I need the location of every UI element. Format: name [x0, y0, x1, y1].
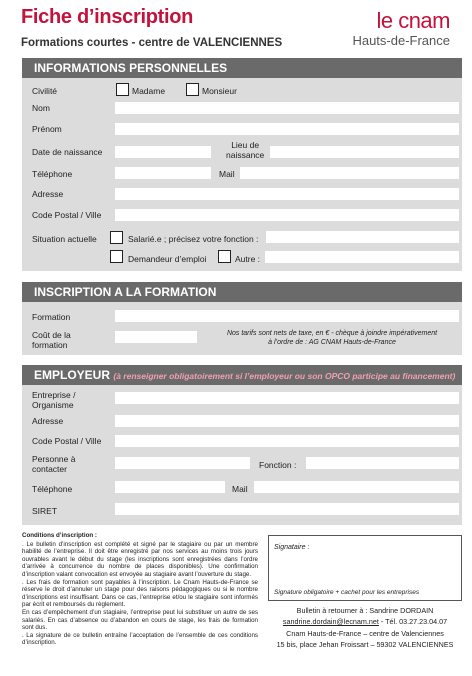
lieu-naissance-line2: naissance — [226, 150, 265, 160]
formation-section — [22, 282, 462, 355]
return-line3: Cnam Hauts-de-France – centre de Valenciennes — [286, 629, 444, 638]
conditions-p3: En cas d’empêchement d’un stagiaire, l’entreprise peut lui substituer un autre de ses salariés. En cas d’absence ou d’abandon en cours de stage, les frais de formation sont dus. — [22, 608, 258, 632]
date-naissance-field[interactable] — [115, 146, 211, 158]
return-contact — [262, 617, 468, 627]
entreprise-line1: Entreprise / — [32, 390, 76, 400]
contact-label — [32, 454, 75, 474]
employer-adresse-label: Adresse — [32, 416, 64, 426]
cnam-logo: le cnam — [376, 8, 450, 33]
signature-box[interactable] — [268, 535, 462, 601]
employer-cp-ville-field[interactable] — [115, 435, 459, 447]
autre-checkbox[interactable] — [218, 250, 231, 263]
date-naissance-label: Date de naissance — [32, 147, 103, 157]
contact-line2: contacter — [32, 464, 67, 474]
personal-info-section — [22, 58, 462, 271]
civilite-label: Civilité — [32, 86, 58, 96]
employer-telephone-label: Téléphone — [32, 484, 73, 494]
employer-heading — [22, 365, 462, 385]
return-email-link[interactable]: sandrine.dordain@lecnam.net — [282, 617, 379, 626]
cp-ville-field[interactable] — [115, 209, 459, 221]
prenom-label: Prénom — [32, 124, 62, 134]
mail-field[interactable] — [240, 167, 459, 179]
conditions-p4: . La signature de ce bulletin entraîne l’acceptation de l’ensemble de ces conditions d’inscription. — [22, 631, 258, 647]
cnam-logo-region: Hauts-de-France — [352, 33, 450, 48]
employer-telephone-field[interactable] — [115, 481, 225, 493]
nom-label: Nom — [32, 103, 50, 113]
employer-heading-title: EMPLOYEUR — [34, 368, 111, 382]
salarie-checkbox[interactable] — [110, 231, 123, 244]
return-line4: 15 bis, place Jehan Froissart – 59302 VALENCIENNES — [276, 640, 454, 649]
formation-label: Formation — [32, 312, 71, 322]
adresse-field[interactable] — [115, 188, 459, 200]
return-tel: - Tél. 03.27.23.04.07 — [378, 617, 448, 626]
madame-label: Madame — [132, 86, 166, 96]
salarie-label: Salarié.e ; précisez votre fonction : — [128, 234, 259, 244]
formation-field[interactable] — [115, 310, 459, 322]
tarif-note-line2: à l’ordre de : AG CNAM Hauts-de-France — [268, 339, 396, 346]
form-title: Fiche d’inscription — [21, 6, 194, 28]
conditions-text — [22, 532, 258, 647]
employer-mail-label: Mail — [232, 484, 248, 494]
signature-note: Signature obligatoire + cachet pour les entreprises — [274, 589, 420, 596]
nom-field[interactable] — [115, 102, 459, 114]
monsieur-checkbox[interactable] — [186, 83, 199, 96]
employer-fonction-label: Fonction : — [259, 460, 297, 470]
tarif-note — [207, 329, 457, 347]
siret-field[interactable] — [115, 503, 459, 515]
lieu-naissance-label — [226, 140, 264, 160]
entreprise-line2: Organisme — [32, 400, 74, 410]
autre-field[interactable] — [265, 251, 459, 263]
employer-heading-note: (à renseigner obligatoirement si l’employeur ou son OPCO participe au financement) — [113, 371, 456, 381]
employer-fonction-field[interactable] — [306, 457, 459, 469]
adresse-label: Adresse — [32, 189, 64, 199]
autre-label: Autre : — [235, 254, 261, 264]
cout-line1: Coût de la — [32, 330, 71, 340]
tarif-note-line1: Nos tarifs sont nets de taxe, en € - chèque à joindre impérativement — [226, 330, 438, 337]
fonction-field[interactable] — [266, 231, 459, 243]
employer-section — [22, 365, 462, 525]
situation-label: Situation actuelle — [32, 234, 97, 244]
contact-line1: Personne à — [32, 454, 76, 464]
telephone-label: Téléphone — [32, 169, 73, 179]
cout-label — [32, 330, 71, 350]
lieu-naissance-field[interactable] — [270, 146, 459, 158]
formation-heading: INSCRIPTION A LA FORMATION — [22, 282, 462, 302]
demandeur-label: Demandeur d’emploi — [128, 254, 207, 264]
cp-ville-label: Code Postal / Ville — [32, 210, 102, 220]
monsieur-label: Monsieur — [202, 86, 237, 96]
lieu-naissance-line1: Lieu de — [231, 140, 260, 150]
conditions-title: Conditions d’inscription : — [22, 532, 97, 539]
prenom-field[interactable] — [115, 123, 459, 135]
conditions-p2: . Les frais de formation sont payables à l’inscription. Le Cnam Hauts-de-France se réserve le droit d’annuler un stage pour des raisons pédagogiques ou si le nombre d’inscriptions est insuffisant. Dans ce cas, l’entreprise et/ou le stagiaire sont informés par écrit et remboursés du règlement. — [22, 578, 258, 609]
contact-field[interactable] — [115, 457, 250, 469]
conditions-p1: . Le bulletin d’inscription est complété et signé par le stagiaire ou par un membre habilité de l’entreprise. Il doit être enregistré par nos services au moins trois jours ouvrables avant le début du stage (les inscriptions sont enregistrées dans l’ordre d’arrivée à concurrence du nombre de places disponibles). Une confirmation d’inscription valant convocation est envoyée au stagiaire avant l’ouverture du stage. — [22, 540, 258, 578]
entreprise-label — [32, 390, 75, 410]
form-subtitle: Formations courtes - centre de VALENCIENNES — [21, 37, 283, 49]
entreprise-field[interactable] — [115, 392, 459, 404]
cout-line2: formation — [32, 340, 68, 350]
employer-mail-field[interactable] — [254, 481, 459, 493]
personal-info-heading: INFORMATIONS PERSONNELLES — [22, 58, 462, 78]
return-line1: Bulletin à retourner à : Sandrine DORDAIN — [296, 606, 434, 615]
employer-cp-ville-label: Code Postal / Ville — [32, 436, 102, 446]
siret-label: SIRET — [32, 506, 58, 516]
demandeur-checkbox[interactable] — [110, 250, 123, 263]
employer-adresse-field[interactable] — [115, 415, 459, 427]
cout-field[interactable] — [115, 331, 197, 343]
mail-label: Mail — [219, 169, 235, 179]
telephone-field[interactable] — [115, 167, 211, 179]
madame-checkbox[interactable] — [116, 83, 129, 96]
signature-label: Signataire : — [274, 544, 310, 551]
